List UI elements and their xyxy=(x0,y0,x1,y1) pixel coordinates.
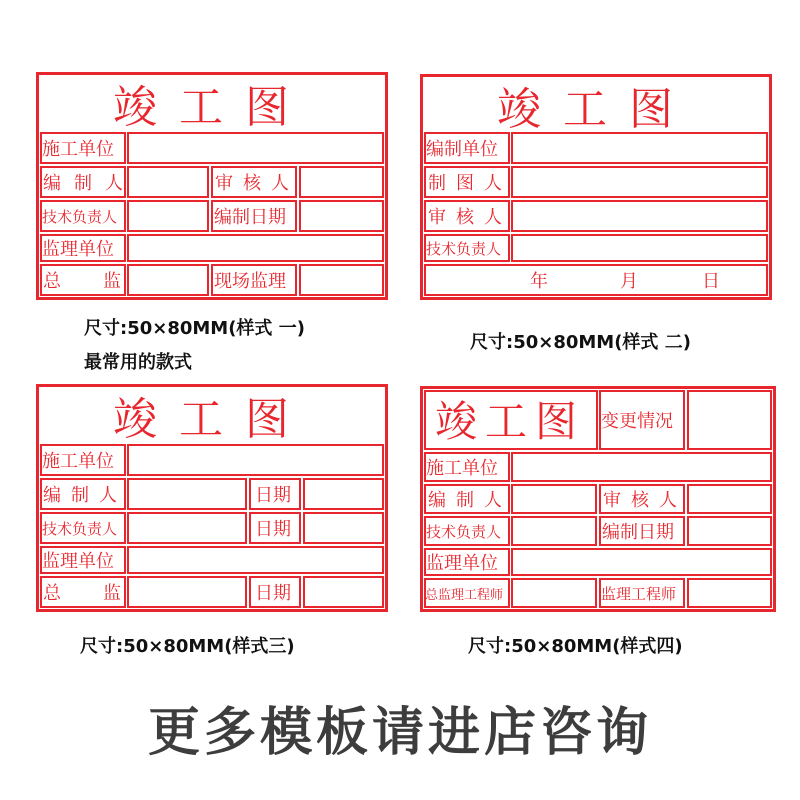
stamp2-month-label: 月 xyxy=(620,271,638,292)
stamp4-change-status-field xyxy=(687,390,772,450)
stamp3-technical-lead-label: 技术负责人 xyxy=(42,519,118,538)
stamp3-chief-supervisor-field xyxy=(127,576,247,608)
stamp4-chief-engineer-label: 总监理工程师 xyxy=(425,587,504,603)
stamp3-compiler-field xyxy=(127,478,247,510)
stamp2-year-label: 年 xyxy=(530,271,548,292)
stamp2-reviewer-label: 审核人 xyxy=(428,207,512,228)
stamp2-compiling-unit-field xyxy=(511,132,768,164)
stamp2-drafter-field xyxy=(511,166,768,198)
stamp4-reviewer-label: 审核人 xyxy=(603,490,687,511)
stamp1-note: 最常用的款式 xyxy=(84,352,192,373)
stamp3-date2-label: 日期 xyxy=(255,519,291,540)
stamp3-supervision-unit-field xyxy=(127,546,384,574)
stamp4-technical-lead-field xyxy=(511,516,597,546)
stamp1-supervision-unit-label: 监理单位 xyxy=(42,239,114,260)
stamp1-chief-supervisor-label: 总监 xyxy=(43,271,163,292)
stamp4-technical-lead-label: 技术负责人 xyxy=(426,522,502,541)
stamp2-compiling-unit-label: 编制单位 xyxy=(426,139,498,160)
stamp3-compiler-label: 编制人 xyxy=(43,485,127,506)
stamp4-title: 竣工图 xyxy=(434,397,585,446)
stamp3-date3-label: 日期 xyxy=(255,583,291,604)
stamp3-construction-unit-field xyxy=(127,444,384,476)
stamp4-supervision-unit-field xyxy=(511,548,772,576)
stamp1-technical-lead-field xyxy=(127,200,209,232)
stamp2-technical-lead-label: 技术负责人 xyxy=(426,239,502,258)
stamp4-chief-engineer-field xyxy=(511,578,597,608)
stamp2-drafter-label: 制图人 xyxy=(428,173,512,194)
stamp3-chief-supervisor-label: 总监 xyxy=(43,583,163,604)
stamp1-site-supervision-label: 现场监理 xyxy=(214,271,286,292)
stamp1-title: 竣工图 xyxy=(113,82,311,133)
stamp4-compile-date-label: 编制日期 xyxy=(602,522,674,543)
stamp1-compiler-label xyxy=(43,166,136,198)
stamp4-reviewer-field xyxy=(687,484,772,514)
stamp4-compile-date-field xyxy=(687,516,772,546)
stamp2-caption: 尺寸:50×80MM(样式 二) xyxy=(470,332,691,353)
stamp1-reviewer-label: 审核人 xyxy=(215,173,299,194)
stamp1-reviewer-field xyxy=(299,166,384,198)
stamp1-caption: 尺寸:50×80MM(样式 一) xyxy=(84,318,305,339)
stamp1-compile-date-label: 编制日期 xyxy=(214,207,286,228)
stamp4-supervision-engineer-field xyxy=(687,578,772,608)
stamp3-date2-field xyxy=(303,512,384,544)
stamp4-compiler-field xyxy=(511,484,597,514)
stamp1-compiler-text: 编制人 xyxy=(43,173,136,194)
stamp1-compiler-field xyxy=(127,166,209,198)
stamp1-chief-supervisor-field xyxy=(127,264,209,296)
stamp3-date1-field xyxy=(303,478,384,510)
stamp1-construction-unit-field xyxy=(127,132,384,164)
stamp4-construction-unit-label: 施工单位 xyxy=(426,458,498,479)
stamp1-compile-date-field xyxy=(299,200,384,232)
stamp3-caption: 尺寸:50×80MM(样式三) xyxy=(80,636,295,657)
stamp1-site-supervision-field xyxy=(299,264,384,296)
stamp2-reviewer-field xyxy=(511,200,768,232)
stamp4-title-cell xyxy=(424,390,598,450)
stamp2-technical-lead-field xyxy=(511,234,768,262)
stamp3-title: 竣工图 xyxy=(113,394,311,445)
stamp3-construction-unit-label: 施工单位 xyxy=(42,451,114,472)
stamp4-change-status-label: 变更情况 xyxy=(601,411,673,432)
stamp3-date3-field xyxy=(303,576,384,608)
stamp3-date1-label: 日期 xyxy=(255,485,291,506)
stamp3-supervision-unit-label: 监理单位 xyxy=(42,551,114,572)
stamp4-compiler-label: 编制人 xyxy=(428,490,512,511)
stamp4-supervision-engineer-label: 监理工程师 xyxy=(601,584,677,603)
stamp2-day-label: 日 xyxy=(702,271,720,292)
stamp1-construction-unit-label: 施工单位 xyxy=(42,139,114,160)
stamp3-technical-lead-field xyxy=(127,512,247,544)
stamp1-technical-lead-label: 技术负责人 xyxy=(42,207,118,226)
stamp1-supervision-unit-field xyxy=(127,234,384,262)
stamp4-construction-unit-field xyxy=(511,452,772,482)
stamp4-supervision-unit-label: 监理单位 xyxy=(426,553,498,574)
stamp2-title: 竣工图 xyxy=(497,84,695,135)
promo-banner: 更多模板请进店咨询 xyxy=(147,703,652,763)
stamp4-caption: 尺寸:50×80MM(样式四) xyxy=(468,636,683,657)
